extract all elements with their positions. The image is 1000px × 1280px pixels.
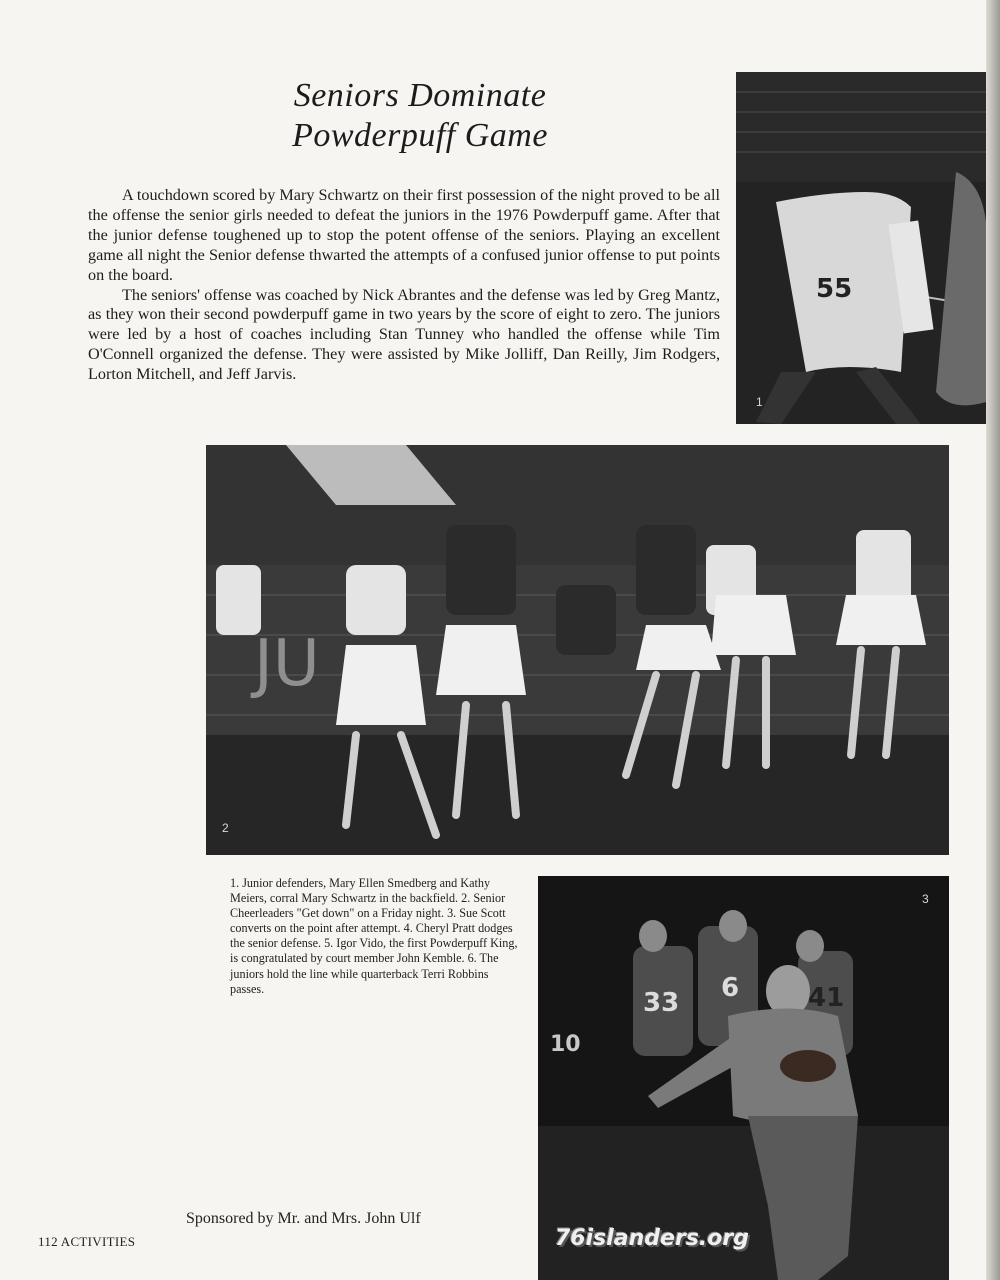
page-folio: 112 ACTIVITIES — [38, 1234, 136, 1249]
photo-caption: 1. Junior defenders, Mary Ellen Smedberg and Kathy Meiers, corral Mary Schwartz in the backfield. 2. Senior Cheerleaders "Get down" on a Friday night. 3. Sue Scott converts on the point after attempt. 4. Cheryl Pratt dodges the senior defense. 5. Igor Vido, the first Powderpuff King, is congratulated by court member John Kemble. 6. The juniors hold the line while quarterback Terri Robbins passes. — [230, 876, 518, 996]
photo-2-number: 2 — [222, 821, 229, 835]
title-line-2: Powderpuff Game — [292, 117, 548, 154]
article-paragraph-2: The seniors' offense was coached by Nick Abrantes and the defense was led by Greg Mantz, as they won their second powderpuff game in two years by the score of eight to zero. The juniors were led by a host of coaches including Stan Tunney who handled the offense while Tim O'Connell organized the defense. They were assisted by Mike Jolliff, Dan Reilly, Jim Rodgers, Lorton Mitchell, and Jeff Jarvis. — [88, 285, 720, 384]
photo-1-number: 1 — [756, 395, 763, 409]
sponsor-line: Sponsored by Mr. and Mrs. John Ulf — [186, 1210, 421, 1227]
photo-3 — [538, 876, 949, 1280]
photo-1 — [736, 72, 986, 424]
page-edge — [986, 0, 1000, 1280]
site-watermark: 76islanders.org — [555, 1226, 749, 1251]
photo-3-number: 3 — [922, 892, 929, 906]
photo-3-jersey-41: 41 — [808, 983, 845, 1013]
photo-3-jersey-6: 6 — [721, 973, 740, 1003]
photo-3-field-marker: 10 — [550, 1032, 581, 1057]
article-paragraph-1: A touchdown scored by Mary Schwartz on their first possession of the night proved to be all the offense the senior girls needed to defeat the juniors in the 1976 Powderpuff game. After that the junior defense toughened up to stop the potent offense of the seniors. Playing an excellent game all night the Senior defense thwarted the attempts of a confused junior offense to put points on the board. — [88, 186, 720, 284]
article-title — [230, 76, 610, 156]
photo-1-jersey-number: 55 — [816, 274, 853, 304]
photo-2 — [206, 445, 949, 855]
photo-2-banner-letters: JU — [254, 627, 320, 701]
article-body — [88, 186, 720, 385]
title-line-1: Seniors Dominate — [293, 77, 547, 114]
photo-3-jersey-33: 33 — [643, 988, 680, 1018]
